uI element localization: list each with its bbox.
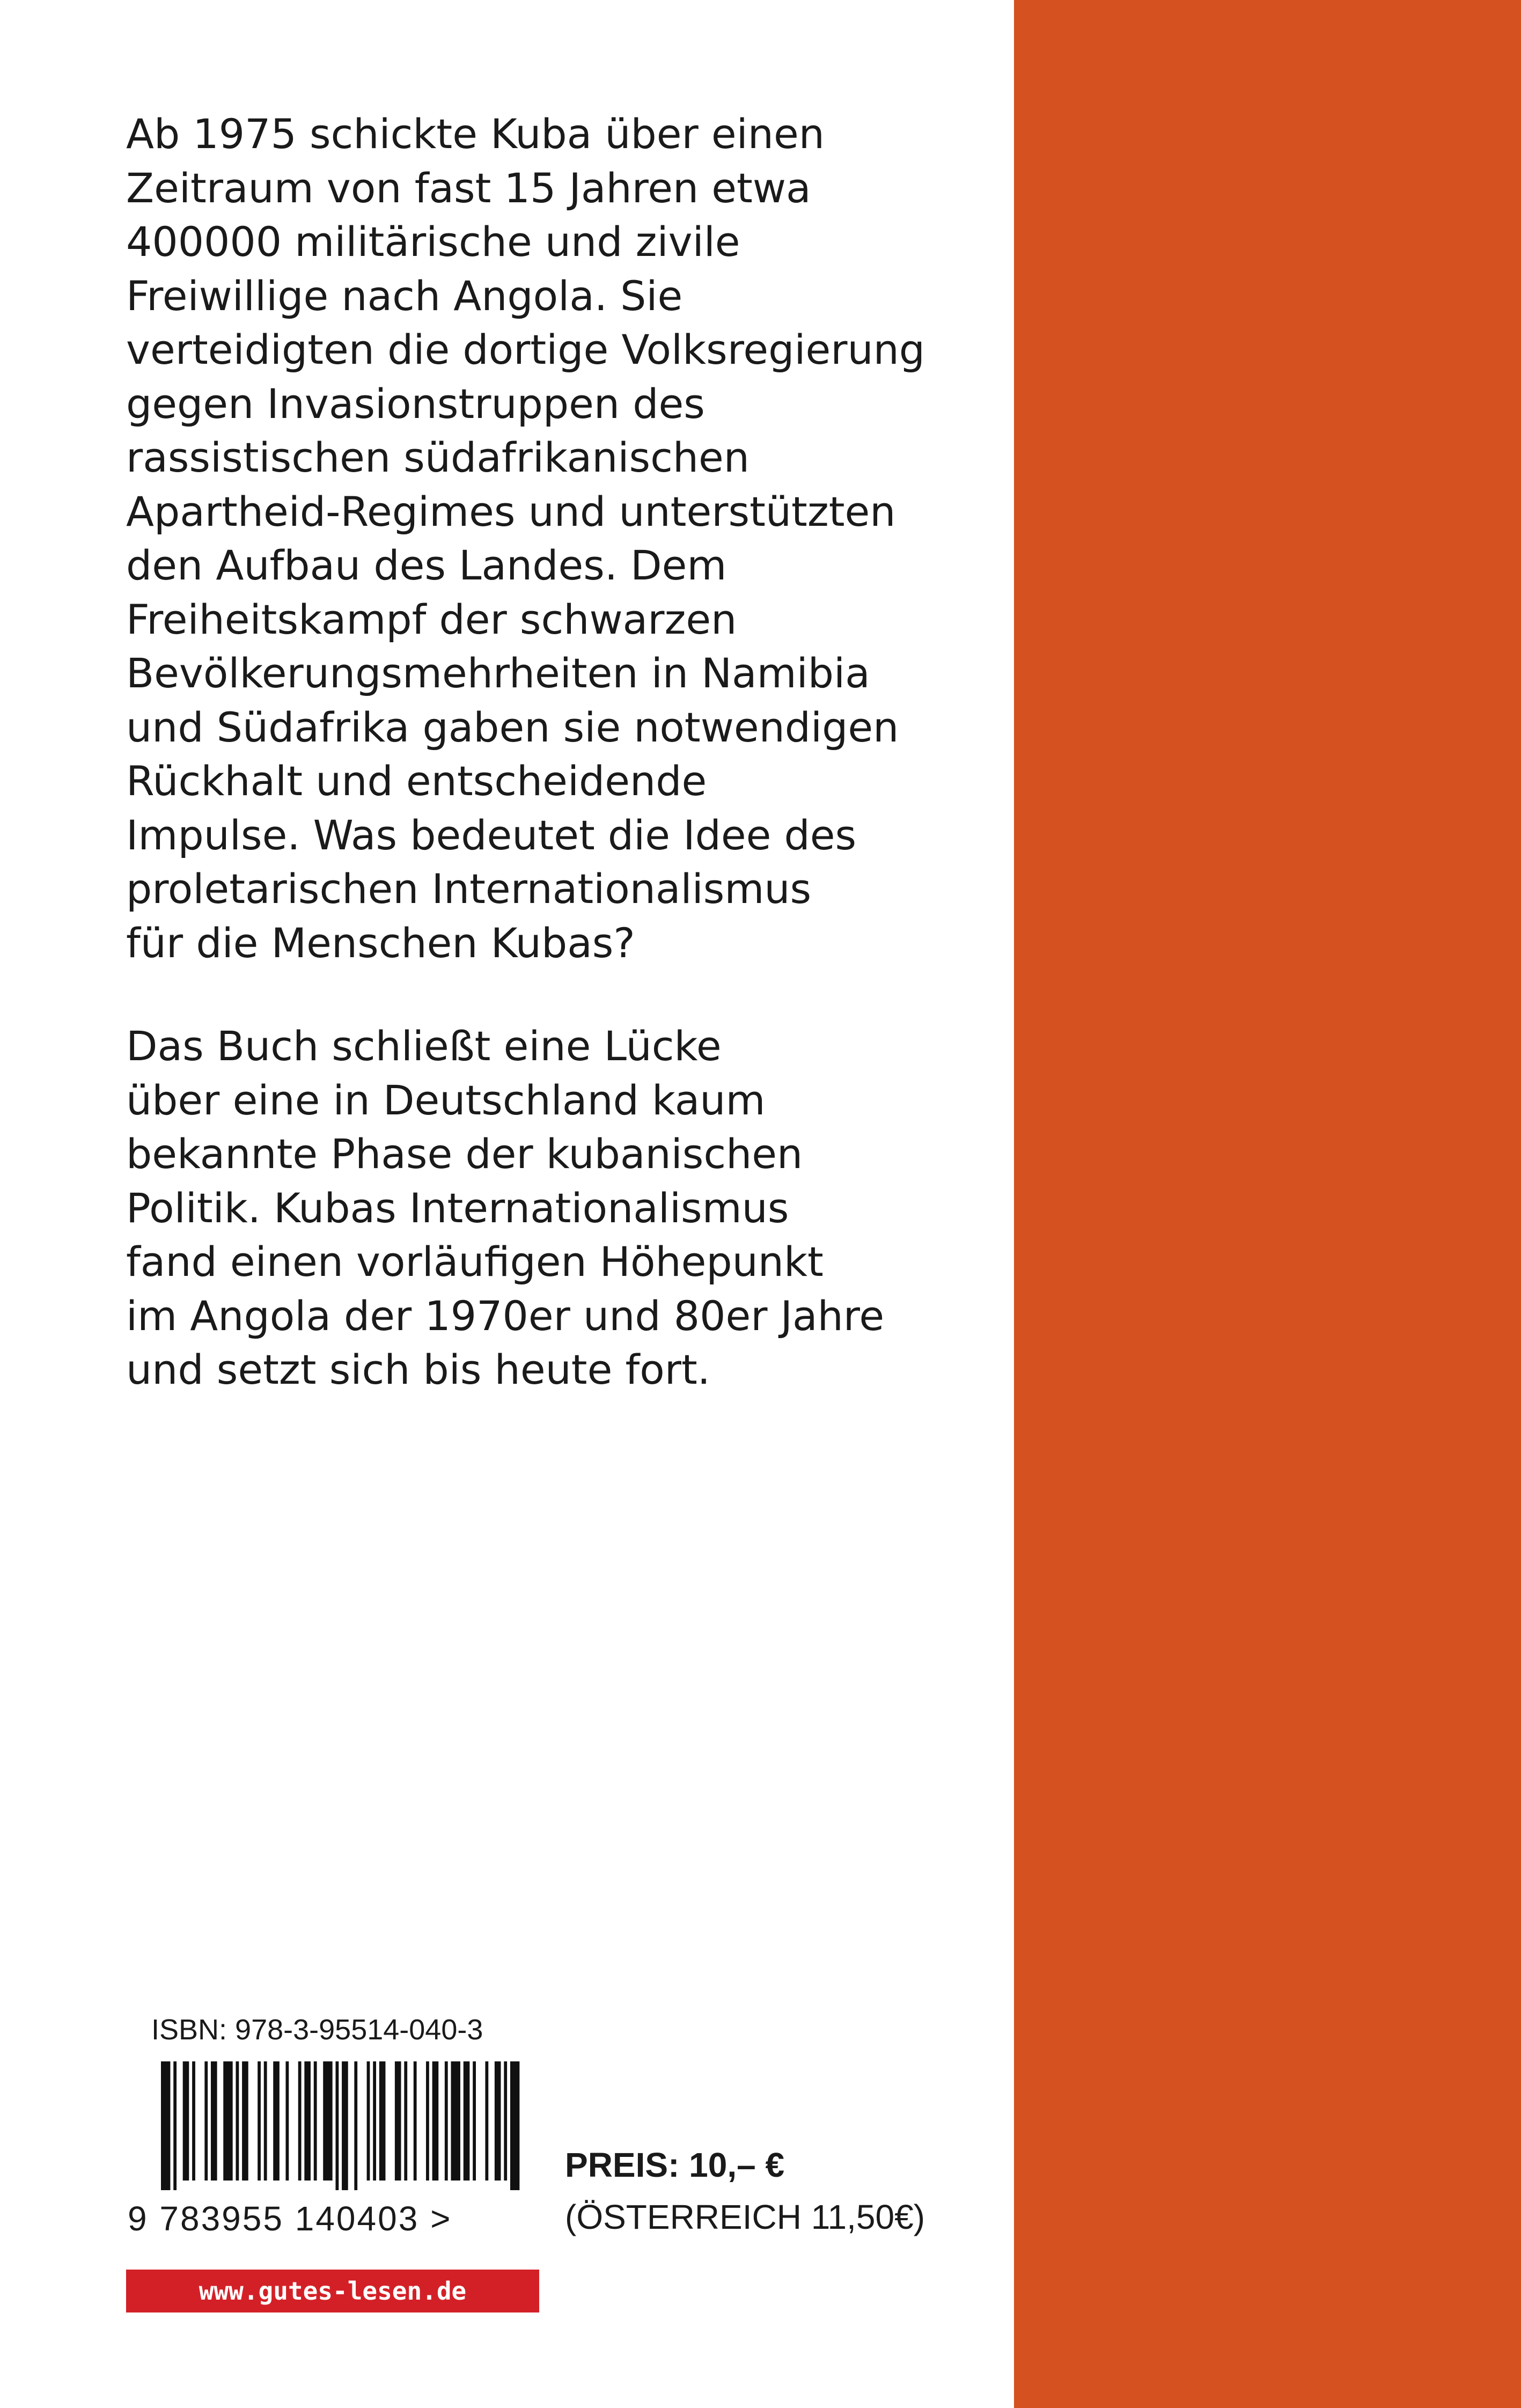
barcode-bar bbox=[173, 2061, 177, 2190]
blurb-line: Politik. Kubas Internationalismus bbox=[126, 1184, 789, 1232]
isbn-label: ISBN: 978-3-95514-040-3 bbox=[151, 2014, 483, 2046]
blurb-line: Bevölkerungsmehrheiten in Namibia bbox=[126, 649, 870, 697]
barcode-bar bbox=[323, 2061, 332, 2181]
blurb-line: fand einen vorläufigen Höhepunkt bbox=[126, 1238, 824, 1286]
blurb-line: für die Menschen Kubas? bbox=[126, 919, 635, 967]
blurb-line: Freiheitskampf der schwarzen bbox=[126, 595, 737, 643]
barcode-bar bbox=[504, 2061, 507, 2181]
barcode-bar bbox=[342, 2061, 348, 2190]
barcode-bar bbox=[495, 2061, 501, 2181]
price-label: PREIS: 10,– € bbox=[565, 2146, 785, 2184]
barcode-bar bbox=[285, 2061, 289, 2181]
price-austria-label: (ÖSTERREICH 11,50€) bbox=[565, 2198, 925, 2236]
blurb-line: gegen Invasionstruppen des bbox=[126, 379, 705, 428]
blurb-line: rassistischen südafrikanischen bbox=[126, 434, 750, 481]
blurb-line: im Angola der 1970er und 80er Jahre bbox=[126, 1291, 885, 1340]
blurb-line: verteidigten die dortige Volksregierung bbox=[126, 326, 925, 373]
blurb-line: Freiwillige nach Angola. Sie bbox=[126, 271, 683, 320]
blurb-line: 400000 militärische und zivile bbox=[126, 218, 740, 266]
barcode-bar bbox=[379, 2061, 386, 2181]
blurb-line: Das Buch schließt eine Lücke bbox=[126, 1022, 722, 1070]
barcode-bar bbox=[314, 2061, 317, 2181]
barcode-bar bbox=[426, 2061, 429, 2181]
blurb-line: über eine in Deutschland kaum bbox=[126, 1076, 766, 1124]
barcode-bar bbox=[204, 2061, 208, 2181]
barcode-bar bbox=[485, 2061, 488, 2181]
blurb-line: Impulse. Was bedeutet die Idee des bbox=[126, 811, 857, 859]
barcode-bar bbox=[395, 2061, 401, 2181]
barcode-bar bbox=[298, 2061, 302, 2181]
blurb-line: Zeitraum von fast 15 Jahren etwa bbox=[126, 164, 811, 212]
barcode-bar bbox=[223, 2061, 232, 2181]
barcode-bar bbox=[304, 2061, 311, 2181]
blurb-paragraph-2 bbox=[126, 1019, 963, 1397]
barcode-bar bbox=[242, 2061, 248, 2181]
website-badge[interactable]: www.gutes-lesen.de bbox=[126, 2270, 539, 2312]
barcode-bar bbox=[432, 2061, 439, 2181]
barcode-bar bbox=[183, 2061, 189, 2181]
barcode-bar bbox=[445, 2061, 448, 2181]
barcode-bar bbox=[273, 2061, 280, 2181]
barcode-bar bbox=[161, 2061, 170, 2190]
blurb-line: Ab 1975 schickte Kuba über einen bbox=[126, 110, 825, 158]
orange-spine-panel bbox=[1014, 0, 1521, 2408]
blurb-line: bekannte Phase der kubanischen bbox=[126, 1130, 803, 1178]
barcode-bar bbox=[451, 2061, 460, 2181]
blurb-line: Apartheid-Regimes und unterstützten bbox=[126, 487, 896, 535]
barcode-bar bbox=[236, 2061, 239, 2181]
blurb-line: und setzt sich bis heute fort. bbox=[126, 1346, 710, 1393]
barcode-bar bbox=[211, 2061, 217, 2181]
barcode-bar bbox=[404, 2061, 407, 2181]
blurb-line: und Südafrika gaben sie notwendigen bbox=[126, 703, 899, 751]
barcode-bar bbox=[473, 2061, 476, 2181]
barcode-graphic bbox=[161, 2061, 526, 2190]
blurb-line: proletarischen Internationalismus bbox=[126, 865, 812, 913]
barcode-digits: 9 783955 140403 > bbox=[128, 2199, 452, 2238]
barcode-bar bbox=[335, 2061, 339, 2190]
barcode-bar bbox=[414, 2061, 417, 2181]
barcode-bar bbox=[264, 2061, 267, 2181]
blurb-paragraph-1 bbox=[126, 107, 963, 970]
barcode-bar bbox=[373, 2061, 376, 2181]
barcode-bar bbox=[367, 2061, 370, 2181]
blurb-line: den Aufbau des Landes. Dem bbox=[126, 541, 727, 589]
barcode-bar bbox=[354, 2061, 357, 2190]
blurb-line: Rückhalt und entscheidende bbox=[126, 757, 707, 805]
barcode-bar bbox=[464, 2061, 470, 2181]
barcode-bar bbox=[510, 2061, 519, 2190]
barcode-bar bbox=[258, 2061, 261, 2181]
barcode-bar bbox=[192, 2061, 195, 2181]
